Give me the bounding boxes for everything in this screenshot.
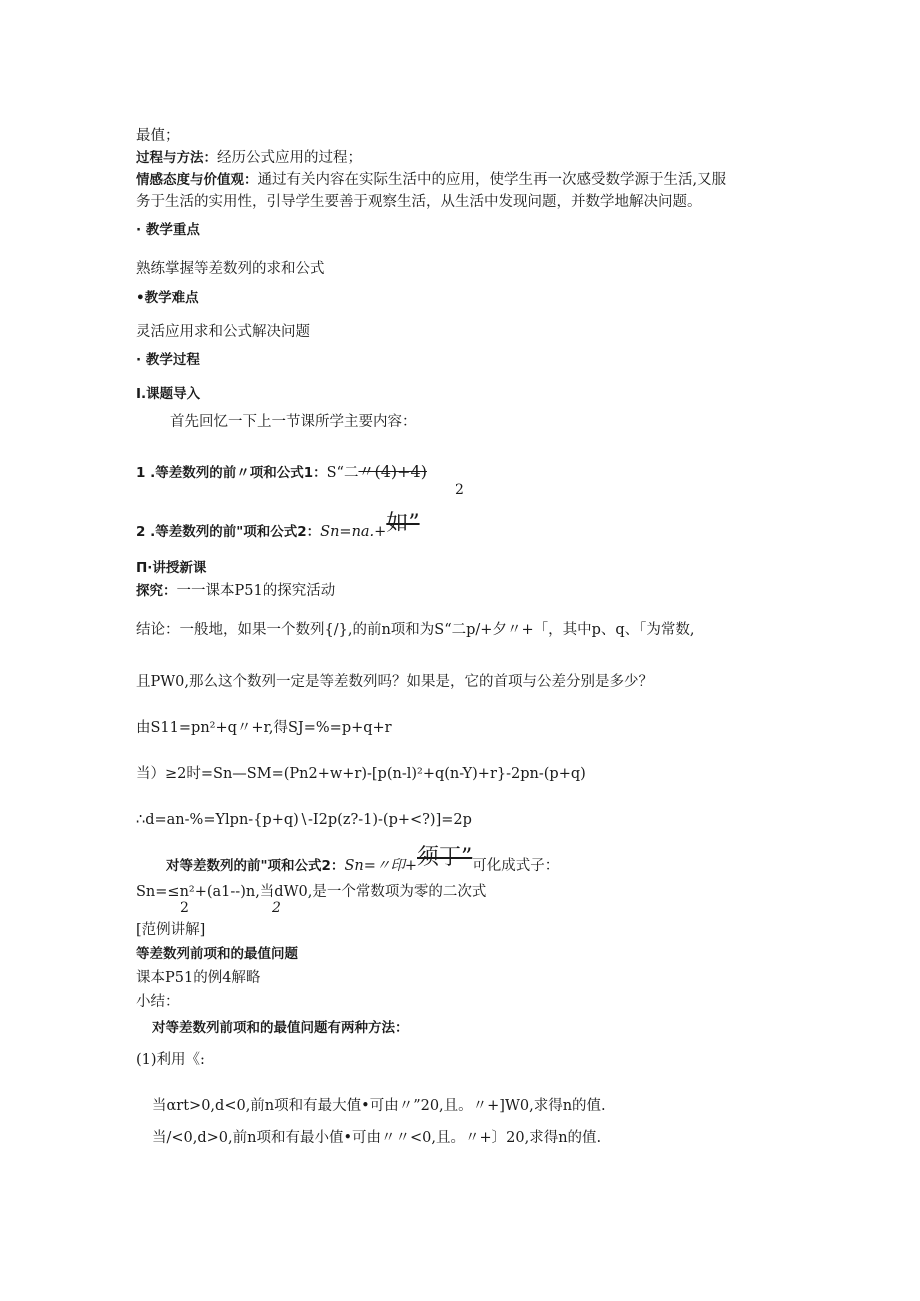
formula-2-label: 2 .等差数列的前"项和公式2： bbox=[136, 524, 321, 540]
example-text: 课本P51的例4解略 bbox=[136, 970, 261, 986]
process-method-label: 过程与方法： bbox=[136, 150, 217, 166]
formula-2-restated-label: 对等差数列的前"项和公式2： bbox=[166, 858, 345, 874]
heading-teaching-process: · 教学过程 bbox=[136, 352, 200, 368]
formula-2-restated-tail: 可化成式子： bbox=[472, 858, 560, 874]
formula-2 bbox=[136, 511, 420, 542]
question-text: 且PW0,那么这个数列一定是等差数列吗？如果是，它的首项与公差分别是多少？ bbox=[136, 674, 653, 690]
emotion-value-text: 通过有关内容在实际生活中的应用，使学生再一次感受数学源于生活,又服 bbox=[257, 172, 727, 188]
methods-text: 对等差数列前项和的最值问题有两种方法： bbox=[152, 1020, 409, 1036]
process-method-text: 经历公式应用的过程； bbox=[217, 150, 362, 166]
difficulty-text: 灵活应用求和公式解决问题 bbox=[136, 324, 310, 340]
case-max: 当αrt>0,d<0,前n项和有最大值•可由〃”20,且。〃+]W0,求得n的值. bbox=[152, 1098, 606, 1114]
formula-2-expression: Sn=na.+ bbox=[320, 524, 387, 540]
emotion-value-line-2: 务于生活的实用性，引导学生要善于观察生活，从生活中发现问题，并数学地解决问题。 bbox=[136, 194, 702, 210]
summary-label: 小结： bbox=[136, 994, 180, 1010]
emotion-value-label: 情感态度与价值观： bbox=[136, 172, 258, 188]
explore-text: 一一课本P51的探究活动 bbox=[176, 583, 336, 599]
formula-1 bbox=[136, 462, 427, 483]
case-min: 当/<0,d>0,前n项和有最小值•可由〃〃<0,且。〃+〕20,求得n的值. bbox=[152, 1130, 602, 1146]
explore-line bbox=[136, 581, 335, 601]
example-heading: [范例讲解] bbox=[136, 922, 206, 938]
heading-difficulty: •教学难点 bbox=[136, 290, 199, 306]
heading-key-point: · 教学重点 bbox=[136, 222, 200, 238]
formula-1-s: S“二 bbox=[326, 465, 359, 481]
derivation-3: ∴d=an-%=Ylpn-{p+q)∖-I2p(z?-1)-(p+<?)]=2p bbox=[136, 812, 472, 828]
formula-1-label: 1 .等差数列的前〃项和公式1： bbox=[136, 465, 327, 481]
explore-label: 探究： bbox=[136, 583, 177, 599]
key-point-text: 熟练掌握等差数列的求和公式 bbox=[136, 261, 325, 277]
formula-2-fraction: 如” bbox=[386, 511, 420, 536]
method-1: (1)利用《: bbox=[136, 1052, 205, 1068]
emotion-value-line bbox=[136, 170, 726, 190]
formula-2-restated bbox=[166, 845, 560, 876]
formula-2-restated-fraction: 须丁” bbox=[417, 845, 473, 870]
formula-1-fraction: 〃(4)+4) bbox=[358, 462, 427, 481]
derivation-2: 当）≥2时=Sn—SM=(Pn2+w+r)-[p(n-l)²+q(n-Y)+r}-2pn-(p+q) bbox=[136, 766, 586, 782]
quadratic-form: Sn=≤n²+(a1--)n,当dW0,是一个常数项为零的二次式 bbox=[136, 884, 487, 900]
conclusion-text: 结论：一般地，如果一个数列{/},的前n项和为S“二p/+夕〃+「，其中p、q、「为常数, bbox=[136, 622, 695, 638]
example-title: 等差数列前项和的最值问题 bbox=[136, 946, 298, 962]
quadratic-sub-2: 2 bbox=[272, 900, 281, 916]
line-max-value: 最值； bbox=[136, 128, 180, 144]
formula-1-denominator: 2 bbox=[455, 482, 464, 498]
intro-text: 首先回忆一下上一节课所学主要内容： bbox=[170, 414, 417, 430]
process-method-line bbox=[136, 148, 362, 168]
formula-2-restated-expression: Sn=〃印+ bbox=[344, 858, 418, 874]
derivation-1: 由S11=pn²+q〃+r,得SJ=%=p+q+r bbox=[136, 720, 392, 736]
heading-lesson-intro: I.课题导入 bbox=[136, 386, 201, 402]
quadratic-sub-1: 2 bbox=[180, 900, 189, 916]
heading-new-lesson: П·讲授新课 bbox=[136, 560, 207, 576]
